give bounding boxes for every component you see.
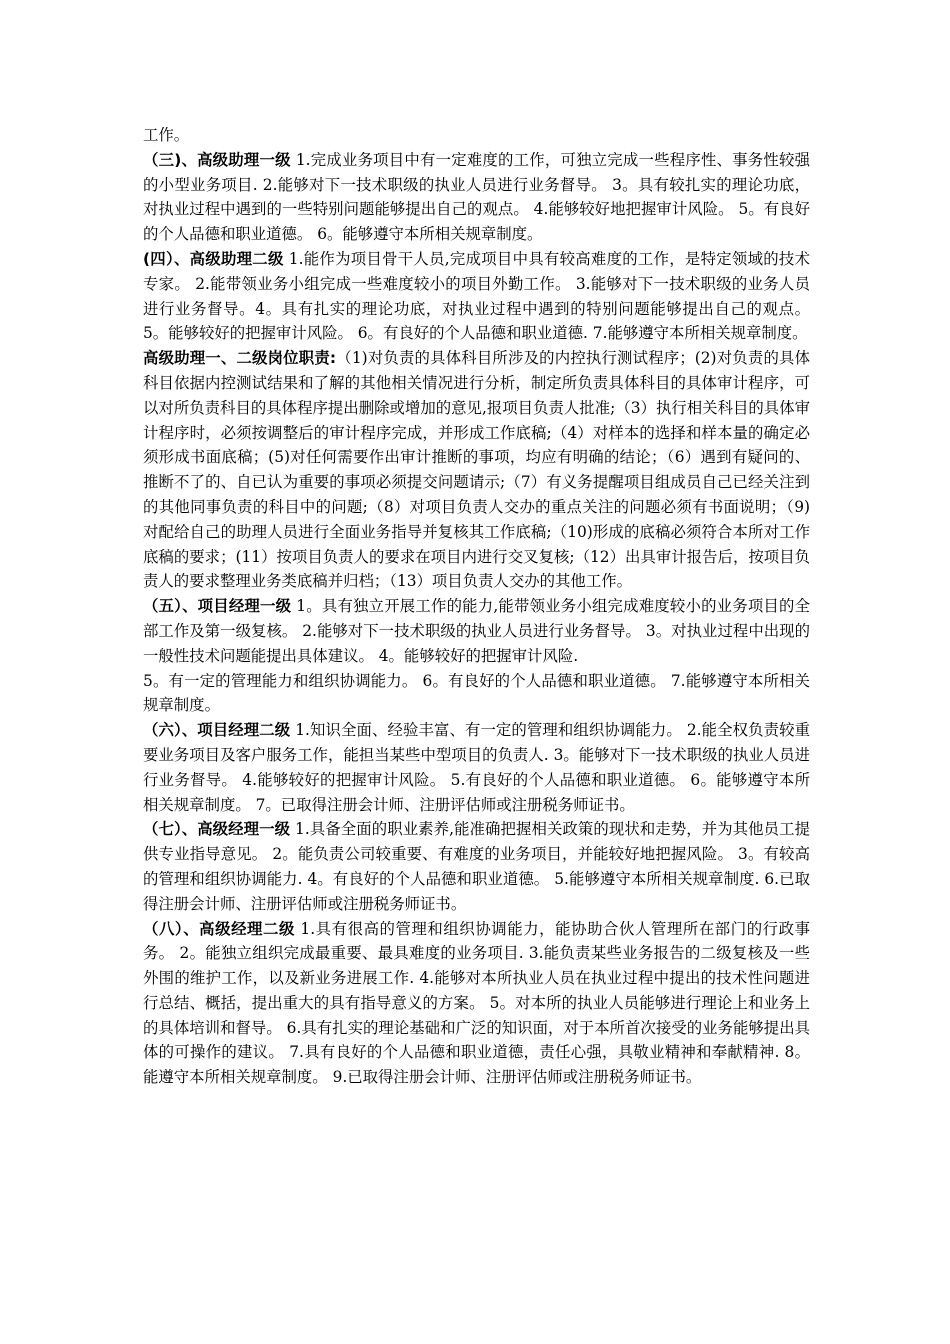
paragraph-project-manager-1 (143, 594, 810, 668)
paragraph-body: 1.完成业务项目中有一定难度的工作，可独立完成一些程序性、事务性较强的小型业务项目. 2.能够对下一技术职级的执业人员进行业务督导。 3。具有较扎实的理论功底，对执业过程中遇到的一些特别问题能够提出自己的观点。 4.能够较好地把握审计风险。 5。有良好的个人品德和职业道德。 6。能够遵守本所相关规章制度。 (143, 150, 810, 244)
paragraph-body: 1.能作为项目骨干人员,完成项目中具有较高难度的工作，是特定领域的技术专家。 2.能带领业务小组完成一些难度较小的项目外勤工作。 3.能够对下一技术职级的业务人员进行业务督导。4。具有扎实的理论功底，对执业过程中遇到的特别问题能够提出自己的观点。 5。能够较好的把握审计风险。 6。有良好的个人品德和职业道德. 7.能够遵守本所相关规章制度。 (143, 249, 810, 343)
section-heading: （六）、项目经理二级 (143, 721, 291, 740)
paragraph-senior-manager-2 (143, 917, 810, 1091)
paragraph-body: 1.知识全面、经验丰富、有一定的管理和组织协调能力。 2.能全权负责较重要业务项目及客户服务工作，能担当某些中型项目的负责人. 3。能够对下一技术职级的执业人员进行业务督导。 4.能够较好的把握审计风险。 5.有良好的个人品德和职业道德。 6。能够遵守本所相关规章制度。 7。已取得注册会计师、注册评估师或注册税务师证书。 (143, 721, 810, 814)
section-heading: （七）、高级经理一级 (143, 820, 291, 839)
paragraph-body: 1。具有独立开展工作的能力,能带领业务小组完成难度较小的业务项目的全部工作及第一级复核。 2.能够对下一技术职级的执业人员进行业务督导。 3。对执业过程中出现的一般性技术问题能提出具体建议。 4。能够较好的把握审计风险. (143, 597, 810, 665)
paragraph-body: 1.具有很高的管理和组织协调能力，能协助合伙人管理所在部门的行政事务。 2。能独立组织完成最重要、最具难度的业务项目. 3.能负责某些业务报告的二级复核及一些外围的维护工作，以及新业务进展工作. 4.能够对本所执业人员在执业过程中提出的技术性问题进行总结、概括，提出重大的具有指导意义的方案。 5。对本所的执业人员能够进行理论上和业务上的具体培训和督导。 6.具有扎实的理论基础和广泛的知识面，对于本所首次接受的业务能够提出具体的可操作的建议。 7.具有良好的个人品德和职业道德，责任心强，具敬业精神和奉献精神. 8。能遵守本所相关规章制度。 9.已取得注册会计师、注册评估师或注册税务师证书。 (143, 919, 810, 1087)
section-heading: （五）、项目经理一级 (143, 597, 292, 616)
paragraph-project-manager-2 (143, 718, 810, 817)
section-heading: 高级助理一、二级岗位职责: (143, 349, 337, 368)
section-heading: (四）、高级助理二级 (143, 249, 284, 268)
paragraph-continuation (143, 123, 810, 148)
paragraph-senior-assistant-duties (143, 346, 810, 594)
paragraph-body: 5。有一定的管理能力和组织协调能力。 6。有良好的个人品德和职业道德。 7.能够遵守本所相关规章制度。 (143, 671, 810, 715)
paragraph-body: 1.具备全面的职业素养,能准确把握相关政策的现状和走势，并为其他员工提供专业指导意见。 2。能负责公司较重要、有难度的业务项目，并能较好地把握风险。 3。有较高的管理和组织协调能力. 4。有良好的个人品德和职业道德。 5.能够遵守本所相关规章制度. 6.已取得注册会计师、注册评估师或注册税务师证书。 (143, 820, 810, 913)
paragraph-senior-assistant-2 (143, 247, 810, 346)
paragraph-project-manager-1-cont (143, 669, 810, 719)
paragraph-senior-assistant-1 (143, 148, 810, 247)
section-heading: （三)、高级助理一级 (143, 150, 291, 169)
paragraph-body: （1)对负责的具体科目所涉及的内控执行测试程序；(2)对负责的具体科目依据内控测试结果和了解的其他相关情况进行分析，制定所负责具体科目的具体审计程序，可以对所负责科目的具体程序提出删除或增加的意见,报项目负责人批准;（3）执行相关科目的具体审计程序时，必须按调整后的审计程序完成，并形成工作底稿;（4）对样本的选择和样本量的确定必须形成书面底稿；(5)对任何需要作出审计推断的事项，均应有明确的结论；（6）遇到有疑问的、推断不了的、自已认为重要的事项必须提交问题请示;（7）有义务提醒项目组成员自己已经关注到的其他同事负责的科目中的问题;（8）对项目负责人交办的重点关注的问题必须有书面说明；（9)对配给自己的助理人员进行全面业务指导并复核其工作底稿;（10)形成的底稿必须符合本所对工作底稿的要求；(11）按项目负责人的要求在项目内进行交叉复核;（12）出具审计报告后，按项目负责人的要求整理业务类底稿并归档；（13）项目负责人交办的其他工作。 (143, 349, 810, 591)
section-heading: （八）、高级经理二级 (143, 919, 295, 938)
paragraph-body: 工作。 (143, 126, 190, 144)
paragraph-senior-manager-1 (143, 817, 810, 916)
